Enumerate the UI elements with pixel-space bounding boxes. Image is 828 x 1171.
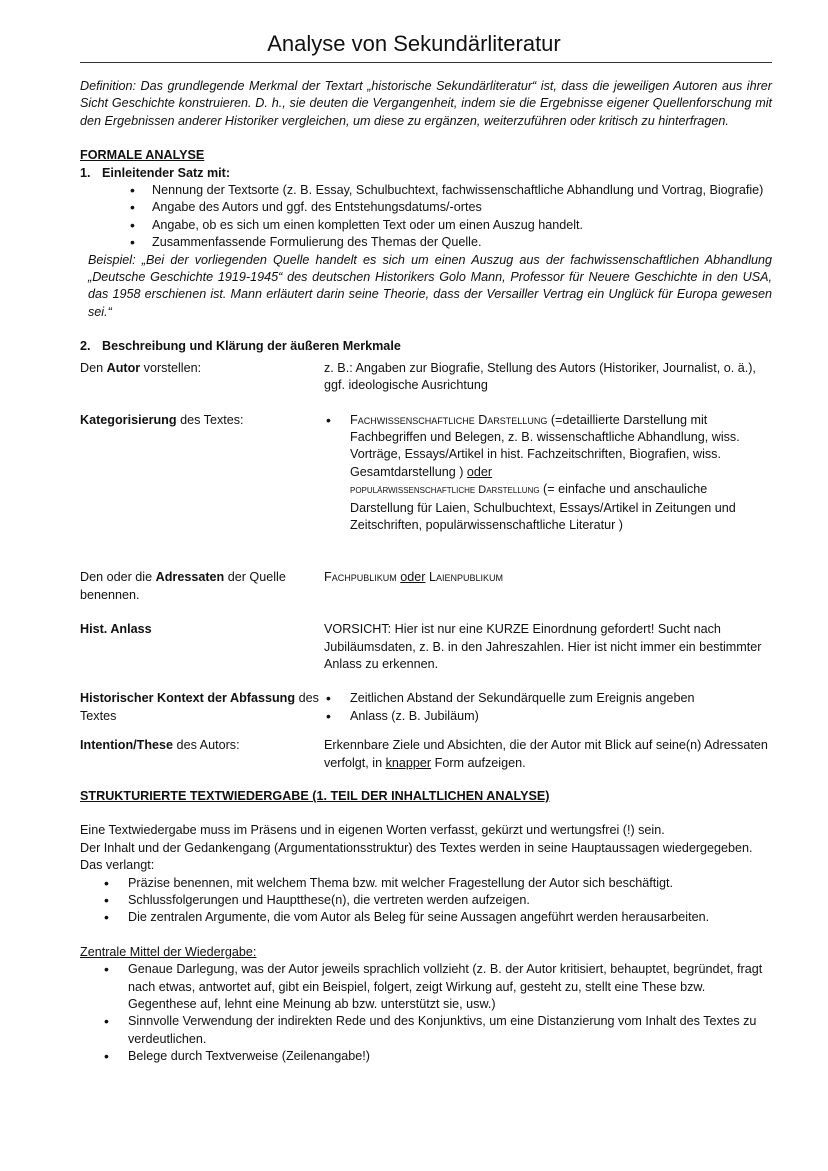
smallcaps-term: Laienpublikum bbox=[428, 570, 503, 585]
label-text: der Quelle benennen. bbox=[80, 570, 286, 602]
subsection-2-title: Beschreibung und Klärung der äußeren Merkmale bbox=[102, 339, 401, 354]
struktur-paragraph-3: Das verlangt: bbox=[80, 858, 155, 873]
subsection-1-title: Einleitender Satz mit: bbox=[102, 165, 231, 180]
struktur-bullet-list bbox=[80, 875, 772, 927]
list-item: • Genaue Darlegung, was der Autor jeweils sprachlich vollzieht (z. B. der Autor kritisiert, behauptet, begründet, fragt nach etwas, antwortet auf, gibt ein Beispiel, folgert, zeigt Wirkung auf, gesteht zu, stellt eine These bzw. Gegenthese auf, lehnt eine Meinung ab bzw. unterstützt sie, usw.) bbox=[80, 961, 772, 1013]
value-text: Erkennbare Ziele und Absichten, die der Autor mit Blick auf seine(n) Adressaten verfolgt, in bbox=[324, 738, 768, 770]
definition-paragraph: Definition: Das grundlegende Merkmal der Textart „historische Sekundärliteratur“ ist, dass die jeweiligen Autoren aus ihrer Sicht Geschichte konstruieren. D. h., sie deuten die Vergangenheit, indem sie die Ergebnisse eigener Quellenforschung mit den Ergebnissen anderer Historiker vergleichen, um diese zu ergänzen, weiterzuführen oder kritisch zu hinterfragen. bbox=[80, 79, 772, 128]
list-item: • Belege durch Textverweise (Zeilenangabe!) bbox=[80, 1048, 772, 1065]
term-description: (= einfache und anschauliche Darstellung für Laien, Schulbuchtext, Essays/Artikel in Zeitungen und Zeitschriften, populärwissenschaftliche Literatur ) bbox=[350, 482, 736, 532]
row-label-autor bbox=[80, 360, 324, 395]
label-bold: Historischer Kontext der Abfassung bbox=[80, 691, 296, 706]
row-label-anlass bbox=[80, 621, 324, 673]
smallcaps-term: Fachwissenschaftliche Darstellung bbox=[350, 412, 548, 427]
list-item: • Schlussfolgerungen und Hauptthese(n), die vertreten werden aufzeigen. bbox=[80, 892, 772, 909]
subsection-1-number: 1. bbox=[80, 165, 91, 180]
oder-word: oder bbox=[400, 570, 426, 585]
subsection-2-number: 2. bbox=[80, 339, 91, 354]
row-value-kategorisierung bbox=[324, 412, 772, 535]
table-row-kategorisierung bbox=[80, 412, 772, 535]
row-label-adressaten bbox=[80, 569, 324, 604]
list-item bbox=[324, 412, 772, 535]
term-description: (=detaillierte Darstellung mit Fachbegriffen und Belegen, z. B. wissenschaftliche Abhandlung, wiss. Vorträge, Essays/Artikel in hist. Fachzeitschriften, Biografien, wiss. Gesamtdarstellung ) bbox=[350, 412, 740, 479]
row-value-anlass: VORSICHT: Hier ist nur eine KURZE Einordnung gefordert! Sucht nach Jubiläumsdaten, z. B. in den Jahreszahlen. Hier ist nicht immer ein bestimmter Anlass zu erkennen. bbox=[324, 622, 762, 671]
list-item: • Präzise benennen, mit welchem Thema bzw. mit welcher Fragestellung der Autor sich beschäftigt. bbox=[80, 875, 772, 892]
section-heading-struktur: STRUKTURIERTE TEXTWIEDERGABE (1. TEIL DER INHALTLICHEN ANALYSE) bbox=[80, 789, 550, 803]
row-label-intention bbox=[80, 737, 324, 772]
table-row-intention bbox=[80, 737, 772, 772]
smallcaps-term: Fachpublikum bbox=[324, 570, 397, 585]
table-row-autor bbox=[80, 360, 772, 395]
list-item: • Anlass (z. B. Jubiläum) bbox=[324, 708, 772, 725]
value-text: Form aufzeigen. bbox=[431, 755, 526, 770]
row-value-kontext bbox=[324, 690, 772, 725]
row-value-autor: z. B.: Angaben zur Biografie, Stellung des Autors (Historiker, Journalist, o. ä.), ggf. ideologische Ausrichtung bbox=[324, 360, 756, 393]
kontext-list bbox=[324, 690, 772, 725]
subsection-2-heading bbox=[80, 338, 772, 355]
row-label-kontext bbox=[80, 690, 324, 725]
kategorie-list bbox=[324, 412, 772, 535]
subsection-1-heading bbox=[80, 165, 772, 182]
page-title: Analyse von Sekundärliteratur bbox=[267, 31, 561, 56]
mittel-heading: Zentrale Mittel der Wiedergabe: bbox=[80, 944, 257, 959]
document-body bbox=[80, 78, 772, 1066]
row-value-adressaten bbox=[324, 569, 772, 604]
section-heading-formal: FORMALE ANALYSE bbox=[80, 148, 205, 163]
label-text: Den bbox=[80, 360, 107, 375]
label-text: vorstellen: bbox=[140, 360, 202, 375]
label-text: des Textes: bbox=[176, 412, 244, 427]
table-row-anlass bbox=[80, 621, 772, 673]
list-item: • Angabe des Autors und ggf. des Entstehungsdatums/-ortes bbox=[80, 199, 772, 216]
table-row-adressaten bbox=[80, 569, 772, 604]
label-bold: Adressaten bbox=[155, 570, 225, 585]
example-paragraph: Beispiel: „Bei der vorliegenden Quelle handelt es sich um einen Auszug aus der fachwissenschaftlichen Abhandlung „Deutsche Geschichte 1919-1945“ des deutschen Historikers Golo Mann, Professor für Neuere Geschichte in den USA, das 1958 erschienen ist. Mann erläutert darin seine Theorie, dass der Versailler Vertrag ein Unglück für Europa gewesen sei.“ bbox=[88, 252, 772, 319]
underlined-word: knapper bbox=[385, 755, 432, 770]
label-bold: Kategorisierung bbox=[80, 412, 177, 427]
list-item: • Nennung der Textsorte (z. B. Essay, Schulbuchtext, fachwissenschaftliche Abhandlung und Vortrag, Biografie) bbox=[80, 182, 772, 199]
label-bold: Hist. Anlass bbox=[80, 622, 152, 637]
smallcaps-term: populärwissenschaftliche Darstellung bbox=[350, 484, 540, 497]
label-bold: Autor bbox=[106, 360, 141, 375]
list-item: • Zusammenfassende Formulierung des Themas der Quelle. bbox=[80, 234, 772, 251]
list-item: • Zeitlichen Abstand der Sekundärquelle zum Ereignis angeben bbox=[324, 690, 772, 707]
intro-bullet-list bbox=[80, 182, 772, 252]
mittel-bullet-list bbox=[80, 961, 772, 1065]
label-text: des Autors: bbox=[173, 738, 240, 753]
row-label-kategorisierung bbox=[80, 412, 324, 535]
struktur-paragraph-1: Eine Textwiedergabe muss im Präsens und in eigenen Worten verfasst, gekürzt und wertungsfrei (!) sein. bbox=[80, 823, 665, 838]
struktur-paragraph-2: Der Inhalt und der Gedankengang (Argumentationsstruktur) des Textes werden in seine Hauptaussagen wiedergegeben. bbox=[80, 840, 753, 855]
title-rule bbox=[80, 62, 772, 63]
label-bold: Intention/These bbox=[80, 738, 174, 753]
label-text: Den oder die bbox=[80, 570, 156, 585]
table-row-kontext bbox=[80, 690, 772, 725]
label-text: des Textes bbox=[80, 691, 319, 723]
list-item: • Die zentralen Argumente, die vom Autor als Beleg für seine Aussagen angeführt werden herausarbeiten. bbox=[80, 909, 772, 926]
row-value-intention bbox=[324, 737, 772, 772]
oder-word: oder bbox=[466, 464, 493, 479]
list-item: • Sinnvolle Verwendung der indirekten Rede und des Konjunktivs, um eine Distanzierung vom Inhalt des Textes zu verdeutlichen. bbox=[80, 1013, 772, 1048]
list-item: • Angabe, ob es sich um einen kompletten Text oder um einen Auszug handelt. bbox=[80, 217, 772, 234]
